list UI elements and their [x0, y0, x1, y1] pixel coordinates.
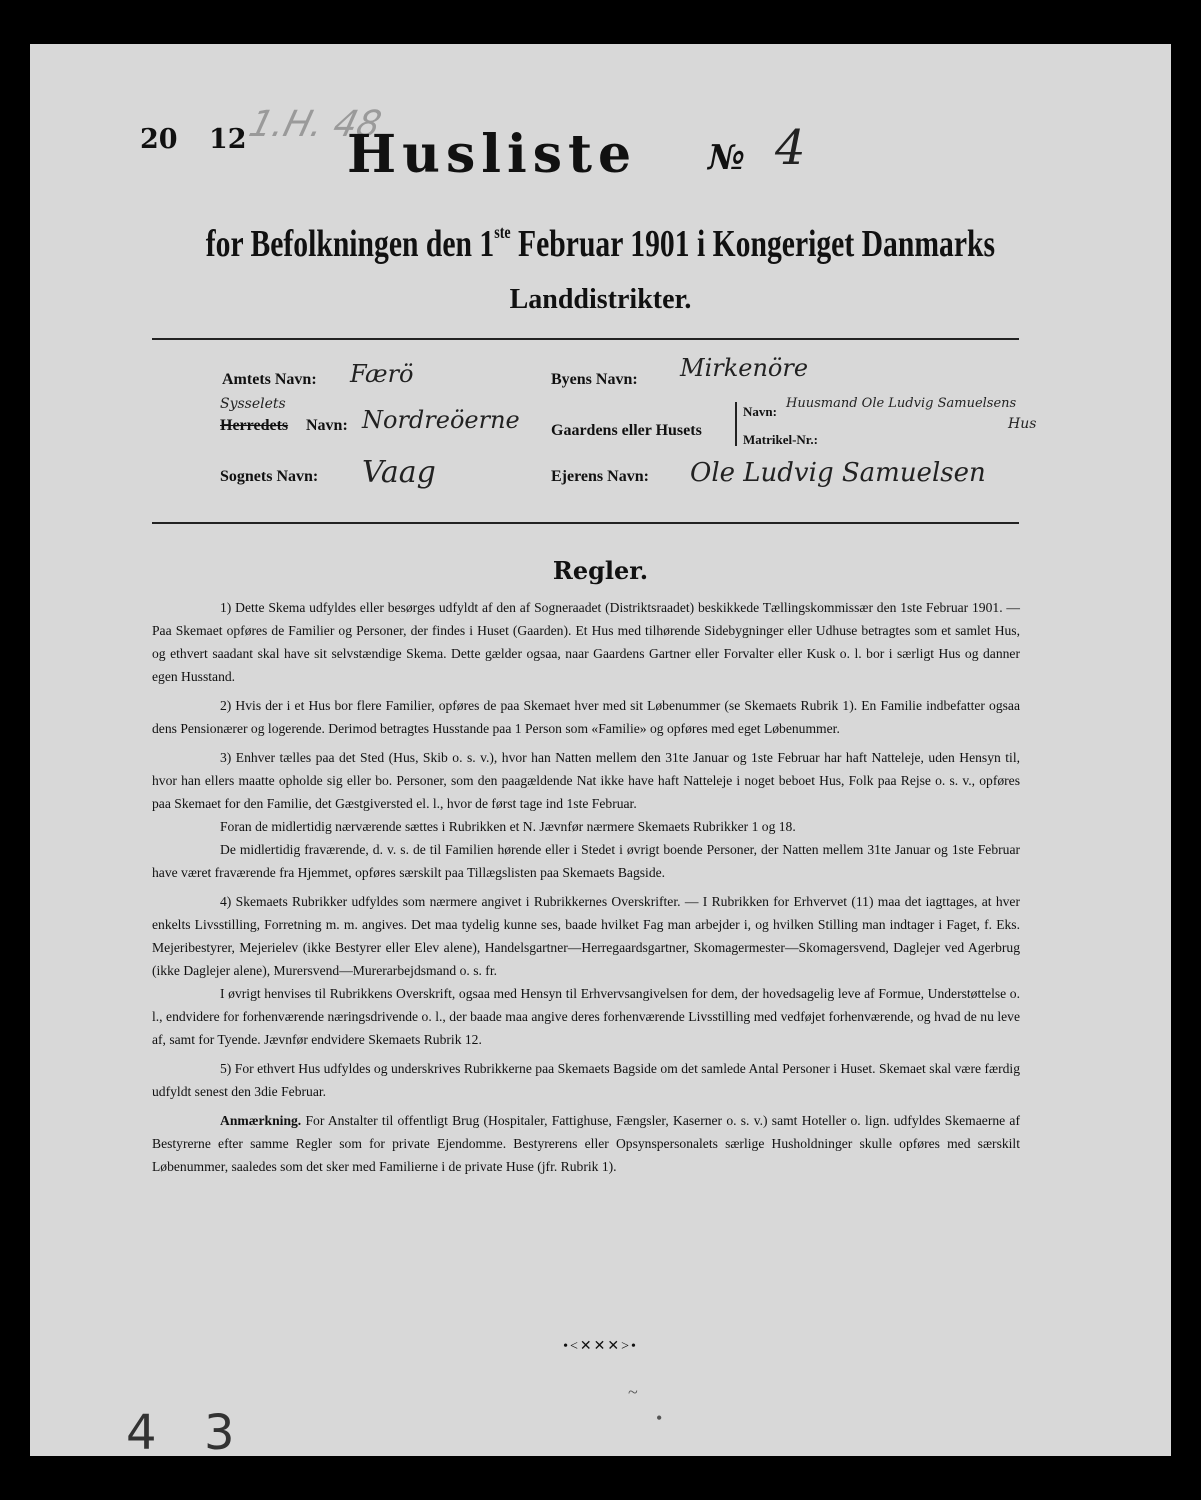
note [152, 1109, 1020, 1178]
rule-2: 2) Hvis der i et Hus bor flere Familier, opføres de paa Skemaet hver med sit Løbenummer (se Skemaets Rubrik 1). En Familie indbefatter ogsaa dens Pensionærer og logerende. Derimod betragtes Husstande paa 1 Person som «Familie» og opføres med eget Løbenummer. [152, 698, 1020, 736]
herred-value: Nordreöerne [362, 406, 520, 434]
sysselet-handwritten-label: Sysselets [220, 396, 286, 412]
rule-1: 1) Dette Skema udfyldes eller besørges udfyldt af den af Sogneraadet (Distriktsraadet) beskikkede Tællingskommissær den 1ste Februar 1901. — Paa Skemaet opføres de Familier og Personer, der findes i Huset (Gaarden). Et Hus med tilhørende Sidebygninger eller Udhuse betragtes som et samlet Hus, og ethvert saadant skal have sit selvstændige Skema. Dette gælder ogsaa, naar Gaardens Gartner eller Forvalter eller Kusk o. l. bor i særligt Hus og danner egen Husstand. [152, 600, 1020, 684]
gaard-navn-label: Navn: [743, 404, 777, 419]
rules-body [152, 596, 1020, 1184]
pencil-number-right: 3 [204, 1405, 235, 1461]
sogn-value: Vaag [362, 455, 436, 490]
list-number-handwritten: 4 [775, 120, 806, 176]
pencil-number-left: 4 [126, 1405, 157, 1461]
ejer-value: Ole Ludvig Samuelsen [690, 458, 986, 488]
herred-struck-label: Herredets [220, 417, 289, 434]
amt-label: Amtets Navn: [222, 371, 317, 388]
ornament: •<✕✕✕>• [563, 1339, 638, 1354]
rule-4b: I øvrigt henvises til Rubrikkens Overskrift, ogsaa med Hensyn til Erhvervsangivelsen for dem, der hovedsagelig leve af Formue, Understøttelse o. l., endvidere for forhenværende næringsdrivende o. l., der baade maa angive deres forhenværende Livsstilling med vedføjet forhenværende, og hvad de nu leve af, samt for Tyende. Jævnfør endvidere Skemaets Rubrik 12. [152, 986, 1020, 1047]
page-title: Husliste [347, 124, 638, 185]
district-heading: Landdistrikter. [509, 284, 692, 315]
by-label: Byens Navn: [551, 371, 638, 388]
amt-value: Færö [350, 360, 414, 388]
gaard-navn-value-line2: Hus [1008, 416, 1037, 432]
rule-4: 4) Skemaets Rubrikker udfyldes som nærmere angivet i Rubrikkernes Overskrifter. — I Rubrikken for Erhvervet (11) maa det iagttages, at hver enkelts Livsstilling, Forretning m. m. angives. Det maa tydelig kunne ses, baade hvilket Fag man arbejder i, og hvilken Stilling man indtager i Faget, f. Eks. Mejeribestyrer, Mejerielev (ikke Bestyrer eller Elev alene), Handelsgartner—Herregaardsgartner, Skomagermester—Skomagersvend, Daglejer ved Agerbrug (ikke Daglejer alene), Murersvend—Murerarbejdsmand o. s. fr. [152, 894, 1020, 978]
note-label: Anmærkning. [220, 1113, 302, 1128]
divider-top [152, 338, 1019, 340]
gaard-brace [735, 402, 737, 446]
smudge-mark: ~ [628, 1382, 638, 1402]
smudge-mark-2: • [656, 1408, 663, 1428]
pencil-annotation-top: 1.H. 48 [244, 104, 386, 145]
number-sign: № [708, 138, 745, 178]
ejer-label: Ejerens Navn: [551, 468, 649, 485]
matrikel-label: Matrikel-Nr.: [743, 432, 818, 447]
subtitle: for Befolkningen den 1ste Februar 1901 i Kongeriget Danmarks [205, 222, 996, 265]
gaard-label: Gaardens eller Husets [551, 422, 702, 439]
note-text: For Anstalter til offentligt Brug (Hospitaler, Fattighuse, Fængsler, Kaserner o. s. v.) samt Hoteller o. lign. udfyldes Skemaerne af Bestyrerne efter samme Regler som for private Ejendomme. Bestyrerens eller Opsynspersonalets særlige Husholdninger skulle opføres med særskilt Løbenummer, saaledes som det sker med Familierne i de private Huse (jfr. Rubrik 1). [152, 1113, 1020, 1174]
rules-title: Regler. [552, 556, 649, 585]
divider-bottom [152, 522, 1019, 524]
reference-number-left: 20 [140, 124, 178, 155]
sogn-label: Sognets Navn: [220, 468, 319, 485]
gaard-navn-value: Huusmand Ole Ludvig Samuelsens [786, 396, 1017, 411]
herred-label: Navn: [306, 417, 348, 434]
rule-3c: De midlertidig fraværende, d. v. s. de til Familien hørende eller i Stedet i øvrigt boende Personer, der Natten mellem 31te Januar og 1ste Februar have været fraværende fra Hjemmet, opføres særskilt paa Tillægslisten paa Skemaets Bagside. [152, 842, 1020, 880]
rule-3b: Foran de midlertidig nærværende sættes i Rubrikken et N. Jævnfør nærmere Skemaets Rubrikker 1 og 18. [220, 819, 796, 834]
rule-3: 3) Enhver tælles paa det Sted (Hus, Skib o. s. v.), hvor han Natten mellem den 31te Januar og 1ste Februar har haft Natteleje, uden Hensyn til, hvor han ellers maatte opholde sig eller bo. Personer, som den paagældende Nat ikke have haft Natteleje i noget beboet Hus, Folk paa Rejse o. s. v., opføres paa Skemaet for den Familie, det Gæstgiversted el. l., hvor de først tage ind 1ste Februar. [152, 750, 1020, 811]
by-value: Mirkenöre [680, 354, 809, 382]
rule-5: 5) For ethvert Hus udfyldes og underskrives Rubrikkerne paa Skemaets Bagside om det samlede Antal Personer i Huset. Skemaet skal være færdig udfyldt senest den 3die Februar. [152, 1061, 1020, 1099]
reference-number-mid: 12 [209, 124, 247, 155]
